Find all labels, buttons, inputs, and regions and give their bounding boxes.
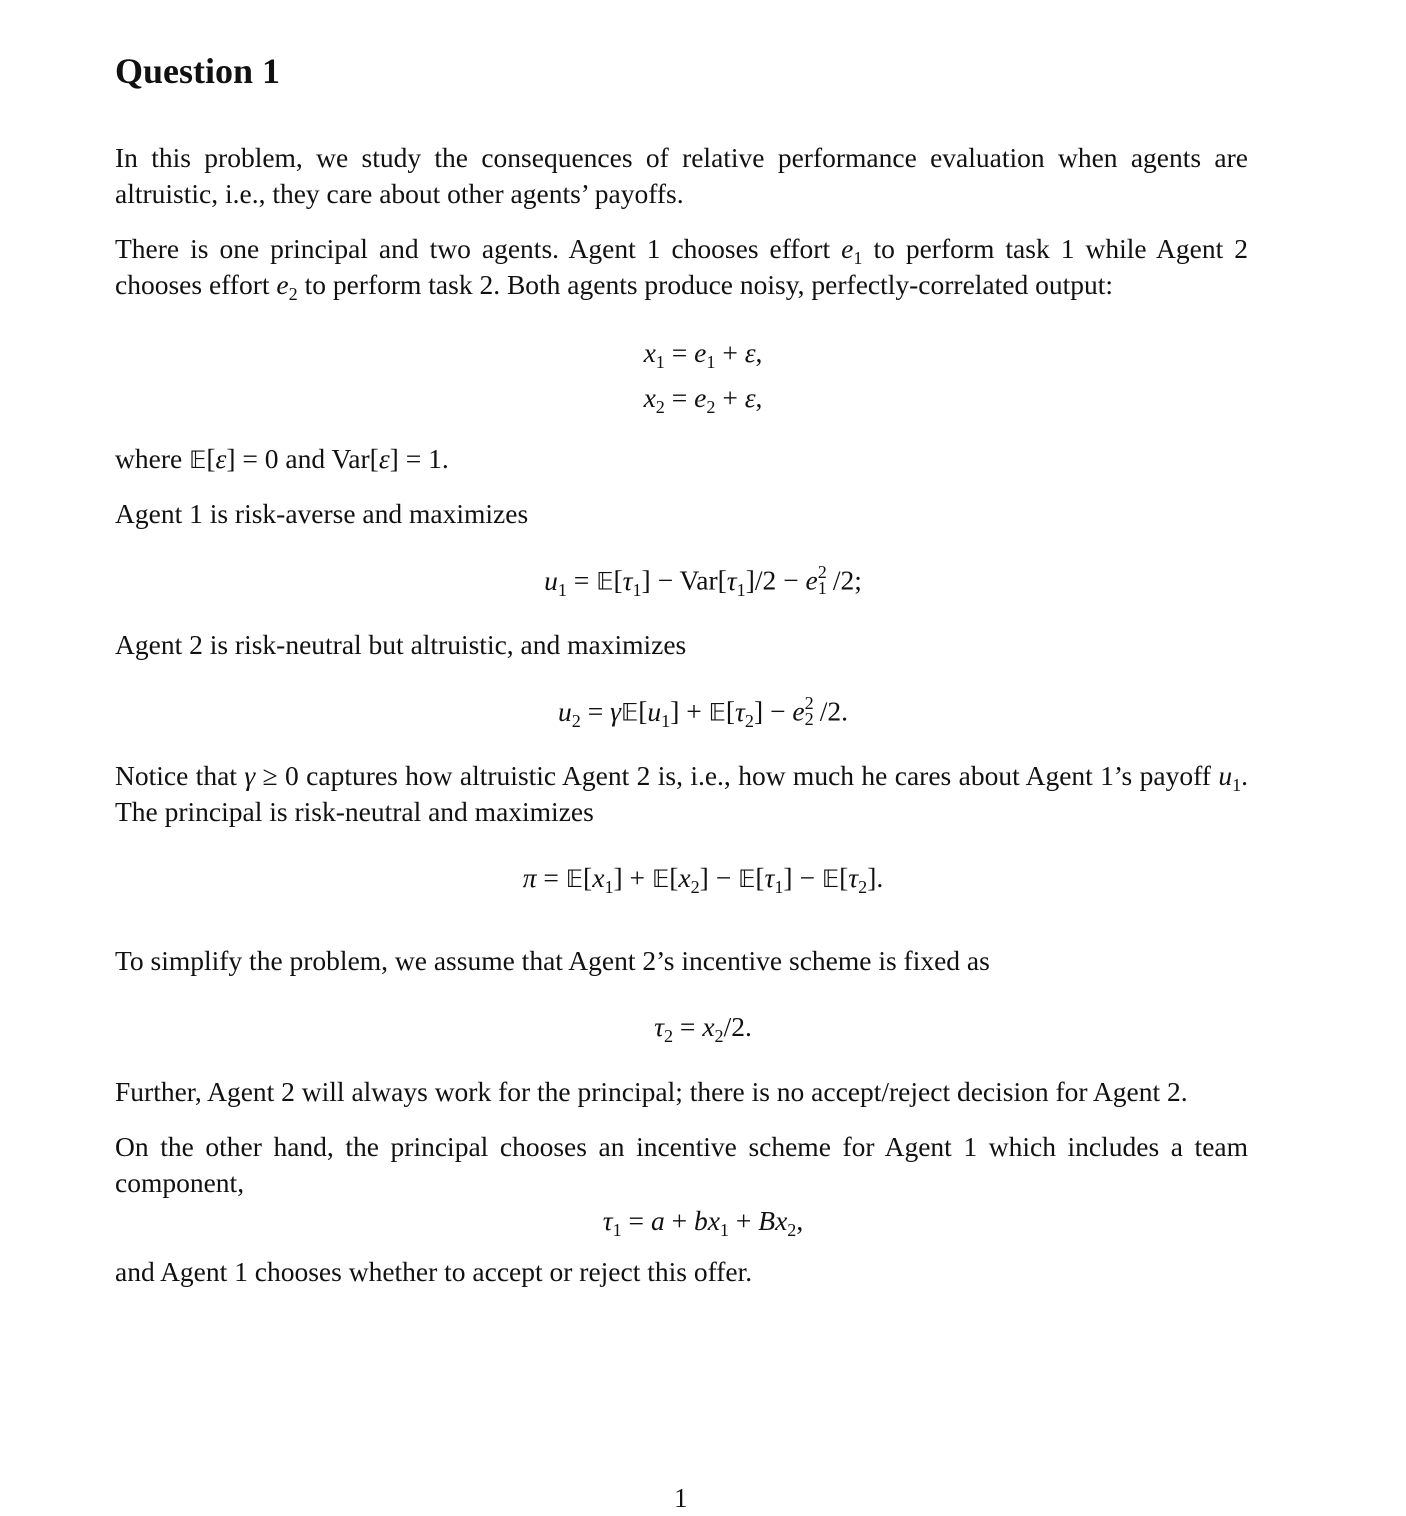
page-number: 1 [674, 1483, 688, 1513]
agent2-paragraph: Agent 2 is risk-neutral but altruistic, and maximizes [115, 629, 687, 660]
where-paragraph: where 𝔼[ε] = 0 and Var[ε] = 1. [115, 443, 449, 474]
equation-u2: $u_2$ = $\gamma 𝔼[u_1]$ + $𝔼[\tau_2] - e$ 2 2 /2. [558, 693, 848, 731]
accept-paragraph: and Agent 1 chooses whether to accept or reject this offer. [115, 1256, 753, 1287]
further-paragraph: Further, Agent 2 will always work for the principal; there is no accept/reject decision for Agent 2. [115, 1076, 1188, 1107]
other-hand-paragraph: On the other hand, the principal chooses an incentive scheme for Agent 1 which includes a team component, [115, 1131, 1248, 1198]
intro-paragraph: In this problem, we study the consequences of relative performance evaluation when agents are altruistic, i.e., they care about other agents’ payoffs. [115, 142, 1248, 209]
setup-paragraph: There is one principal and two agents. Agent 1 chooses effort $e_1$ to perform task 1 while Agent 2 chooses effort $e_2$ to perform task 2. Both agents produce noisy, perfectly-correlated output: [115, 233, 1249, 304]
agent1-paragraph: Agent 1 is risk-averse and maximizes [115, 498, 529, 529]
notice-paragraph: Notice that γ ≥ 0 captures how altruistic Agent 2 is, i.e., how much he cares about Agent 1’s payoff $u_1$. The principal is risk-neutral and maximizes [115, 760, 1249, 827]
equation-pi: $\pi = 𝔼[x_1]$ + $𝔼[x_2]$ − $𝔼[\tau_1]$ − $𝔼[\tau_2]$. [522, 862, 884, 897]
simplify-paragraph: To simplify the problem, we assume that Agent 2’s incentive scheme is fixed as [115, 945, 990, 976]
question-heading: Question 1 [115, 51, 281, 91]
equation-u1: $u_1$ = $𝔼[\tau_1] - Var[\tau_1]/2 - e$ 2 1 /2; [544, 562, 862, 600]
equation-tau2: $\tau_2 = x_2/2$. [654, 1011, 752, 1046]
equation-x2: $x_2 = e_2 + \varepsilon$, [643, 382, 763, 417]
equation-x1: $x_1 = e_1 + \varepsilon$, [643, 337, 763, 372]
equation-tau1: $\tau_1 = a + bx_1 + Bx_2$, [602, 1205, 804, 1240]
